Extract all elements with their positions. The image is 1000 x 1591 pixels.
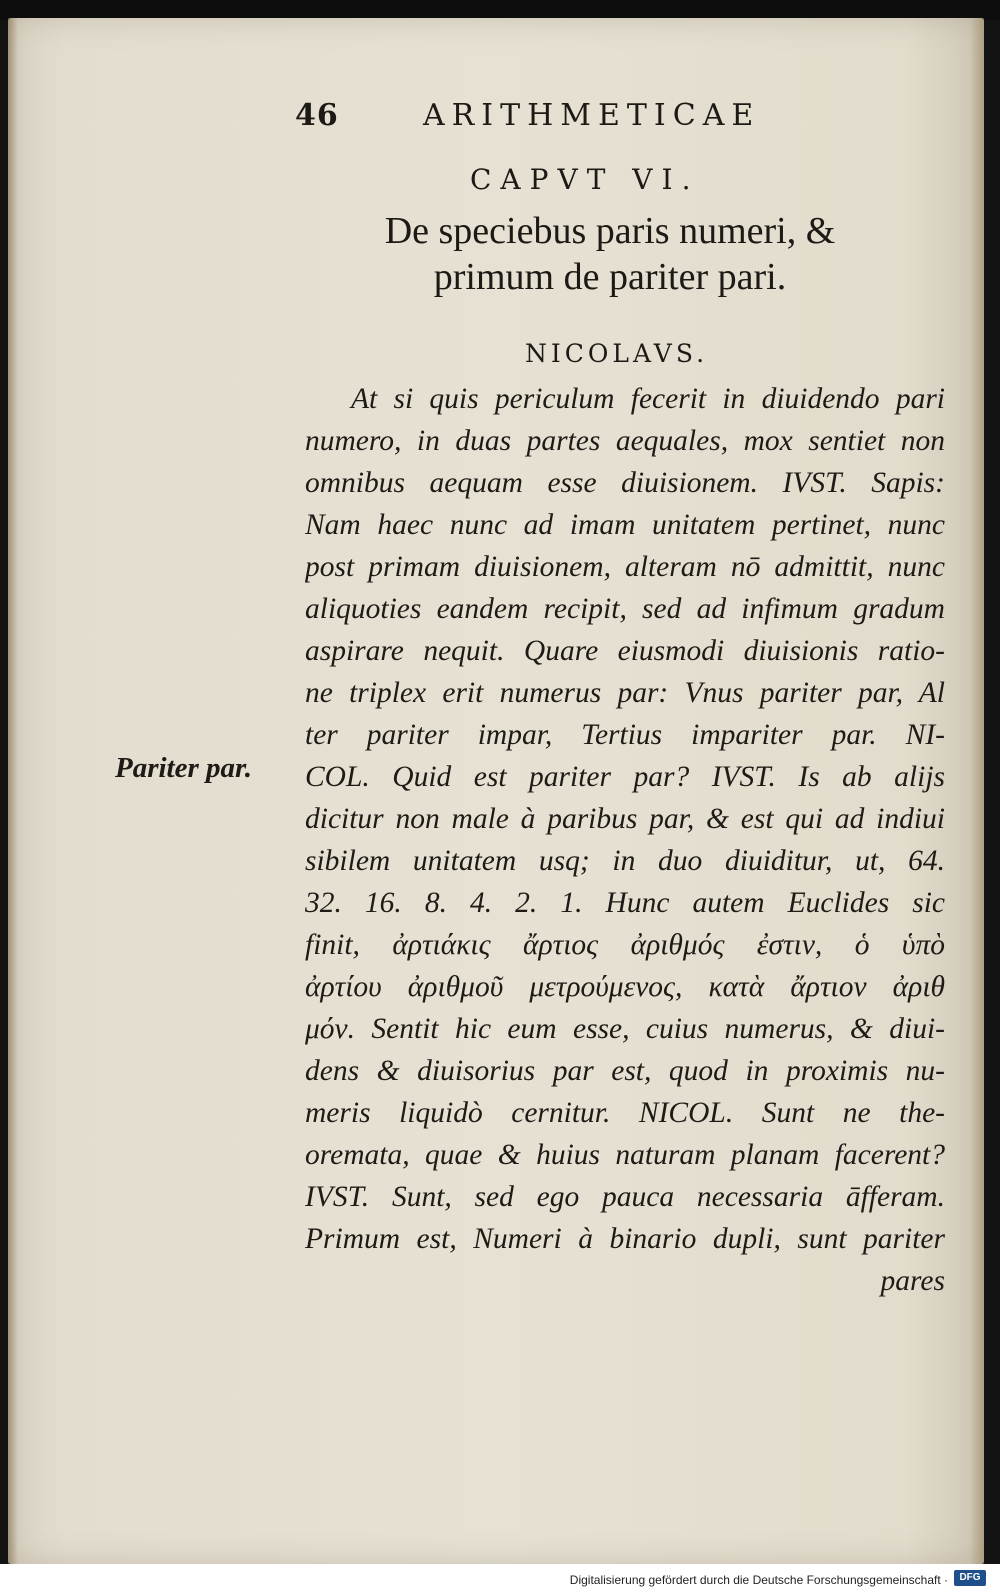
body-line: At si quis periculum fecerit in diuidendo pari — [351, 383, 945, 415]
page-gutter-shadow — [8, 18, 18, 1564]
body-line: numero, in duas partes aequales, mox sentiet non — [305, 425, 945, 457]
footer-bar — [0, 1564, 1000, 1591]
running-title: ARITHMETICAE — [423, 98, 761, 133]
page-number: 46 — [295, 98, 339, 133]
running-head — [295, 94, 855, 140]
dfg-logo: DFG — [954, 1570, 986, 1586]
body-line: COL. Quid est pariter par? IVST. Is ab alijs — [305, 761, 945, 793]
body-line: μόν. Sentit hic eum esse, cuius numerus, & diui- — [305, 1013, 945, 1045]
chapter-title-line: De speciebus paris numeri, & — [384, 210, 836, 252]
body-line: dicitur non male à paribus par, & est qui ad indiui — [305, 803, 945, 835]
speaker-name: NICOLAVS. — [525, 339, 709, 368]
body-line: ne triplex erit numerus par: Vnus pariter par, Al — [305, 677, 945, 709]
body-line: oremata, quae & huius naturam planam facerent? — [305, 1139, 945, 1171]
body-line: aliquoties eandem recipit, sed ad infimum gradum — [305, 593, 945, 625]
body-line: meris liquidò cernitur. NICOL. Sunt ne the- — [305, 1097, 945, 1129]
catchword: pares — [880, 1265, 945, 1297]
body-line: 32. 16. 8. 4. 2. 1. Hunc autem Euclides sic — [305, 887, 945, 919]
body-line: post primam diuisionem, alteram nō admittit, nunc — [305, 551, 945, 583]
body-line: Primum est, Numeri à binario dupli, sunt pariter — [305, 1223, 945, 1255]
body-line: aspirare nequit. Quare eiusmodi diuisionis ratio- — [305, 635, 945, 667]
body-line: Nam haec nunc ad imam unitatem pertinet, nunc — [305, 509, 945, 541]
body-text — [305, 378, 945, 1302]
body-line: omnibus aequam esse diuisionem. IVST. Sapis: — [305, 467, 945, 499]
body-line: IVST. Sunt, sed ego pauca necessaria āfferam. — [305, 1181, 945, 1213]
scan-top-border — [0, 0, 1000, 20]
chapter-heading: CAPVT VI. — [470, 163, 700, 196]
body-line: sibilem unitatem usq; in duo diuiditur, ut, 64. — [305, 845, 945, 877]
body-line: ter pariter impar, Tertius impariter par. NI- — [305, 719, 945, 751]
body-line: dens & diuisorius par est, quod in proximis nu- — [305, 1055, 945, 1087]
chapter-title — [330, 208, 890, 300]
chapter-title-line: primum de pariter pari. — [433, 256, 787, 298]
funding-credit: Digitalisierung gefördert durch die Deutsche Forschungsgemeinschaft · — [569, 1573, 948, 1587]
page-edge-shadow — [970, 18, 984, 1564]
body-line: finit, ἀρτιάκις ἄρτιος ἀριθμός ἐστιν, ὁ ὑπὸ — [305, 929, 945, 961]
body-line: ἀρτίου ἀριθμοῦ μετρούμενος, κατὰ ἄρτιον ἀριθ — [305, 971, 945, 1003]
margin-note: Pariter par. — [115, 752, 252, 784]
